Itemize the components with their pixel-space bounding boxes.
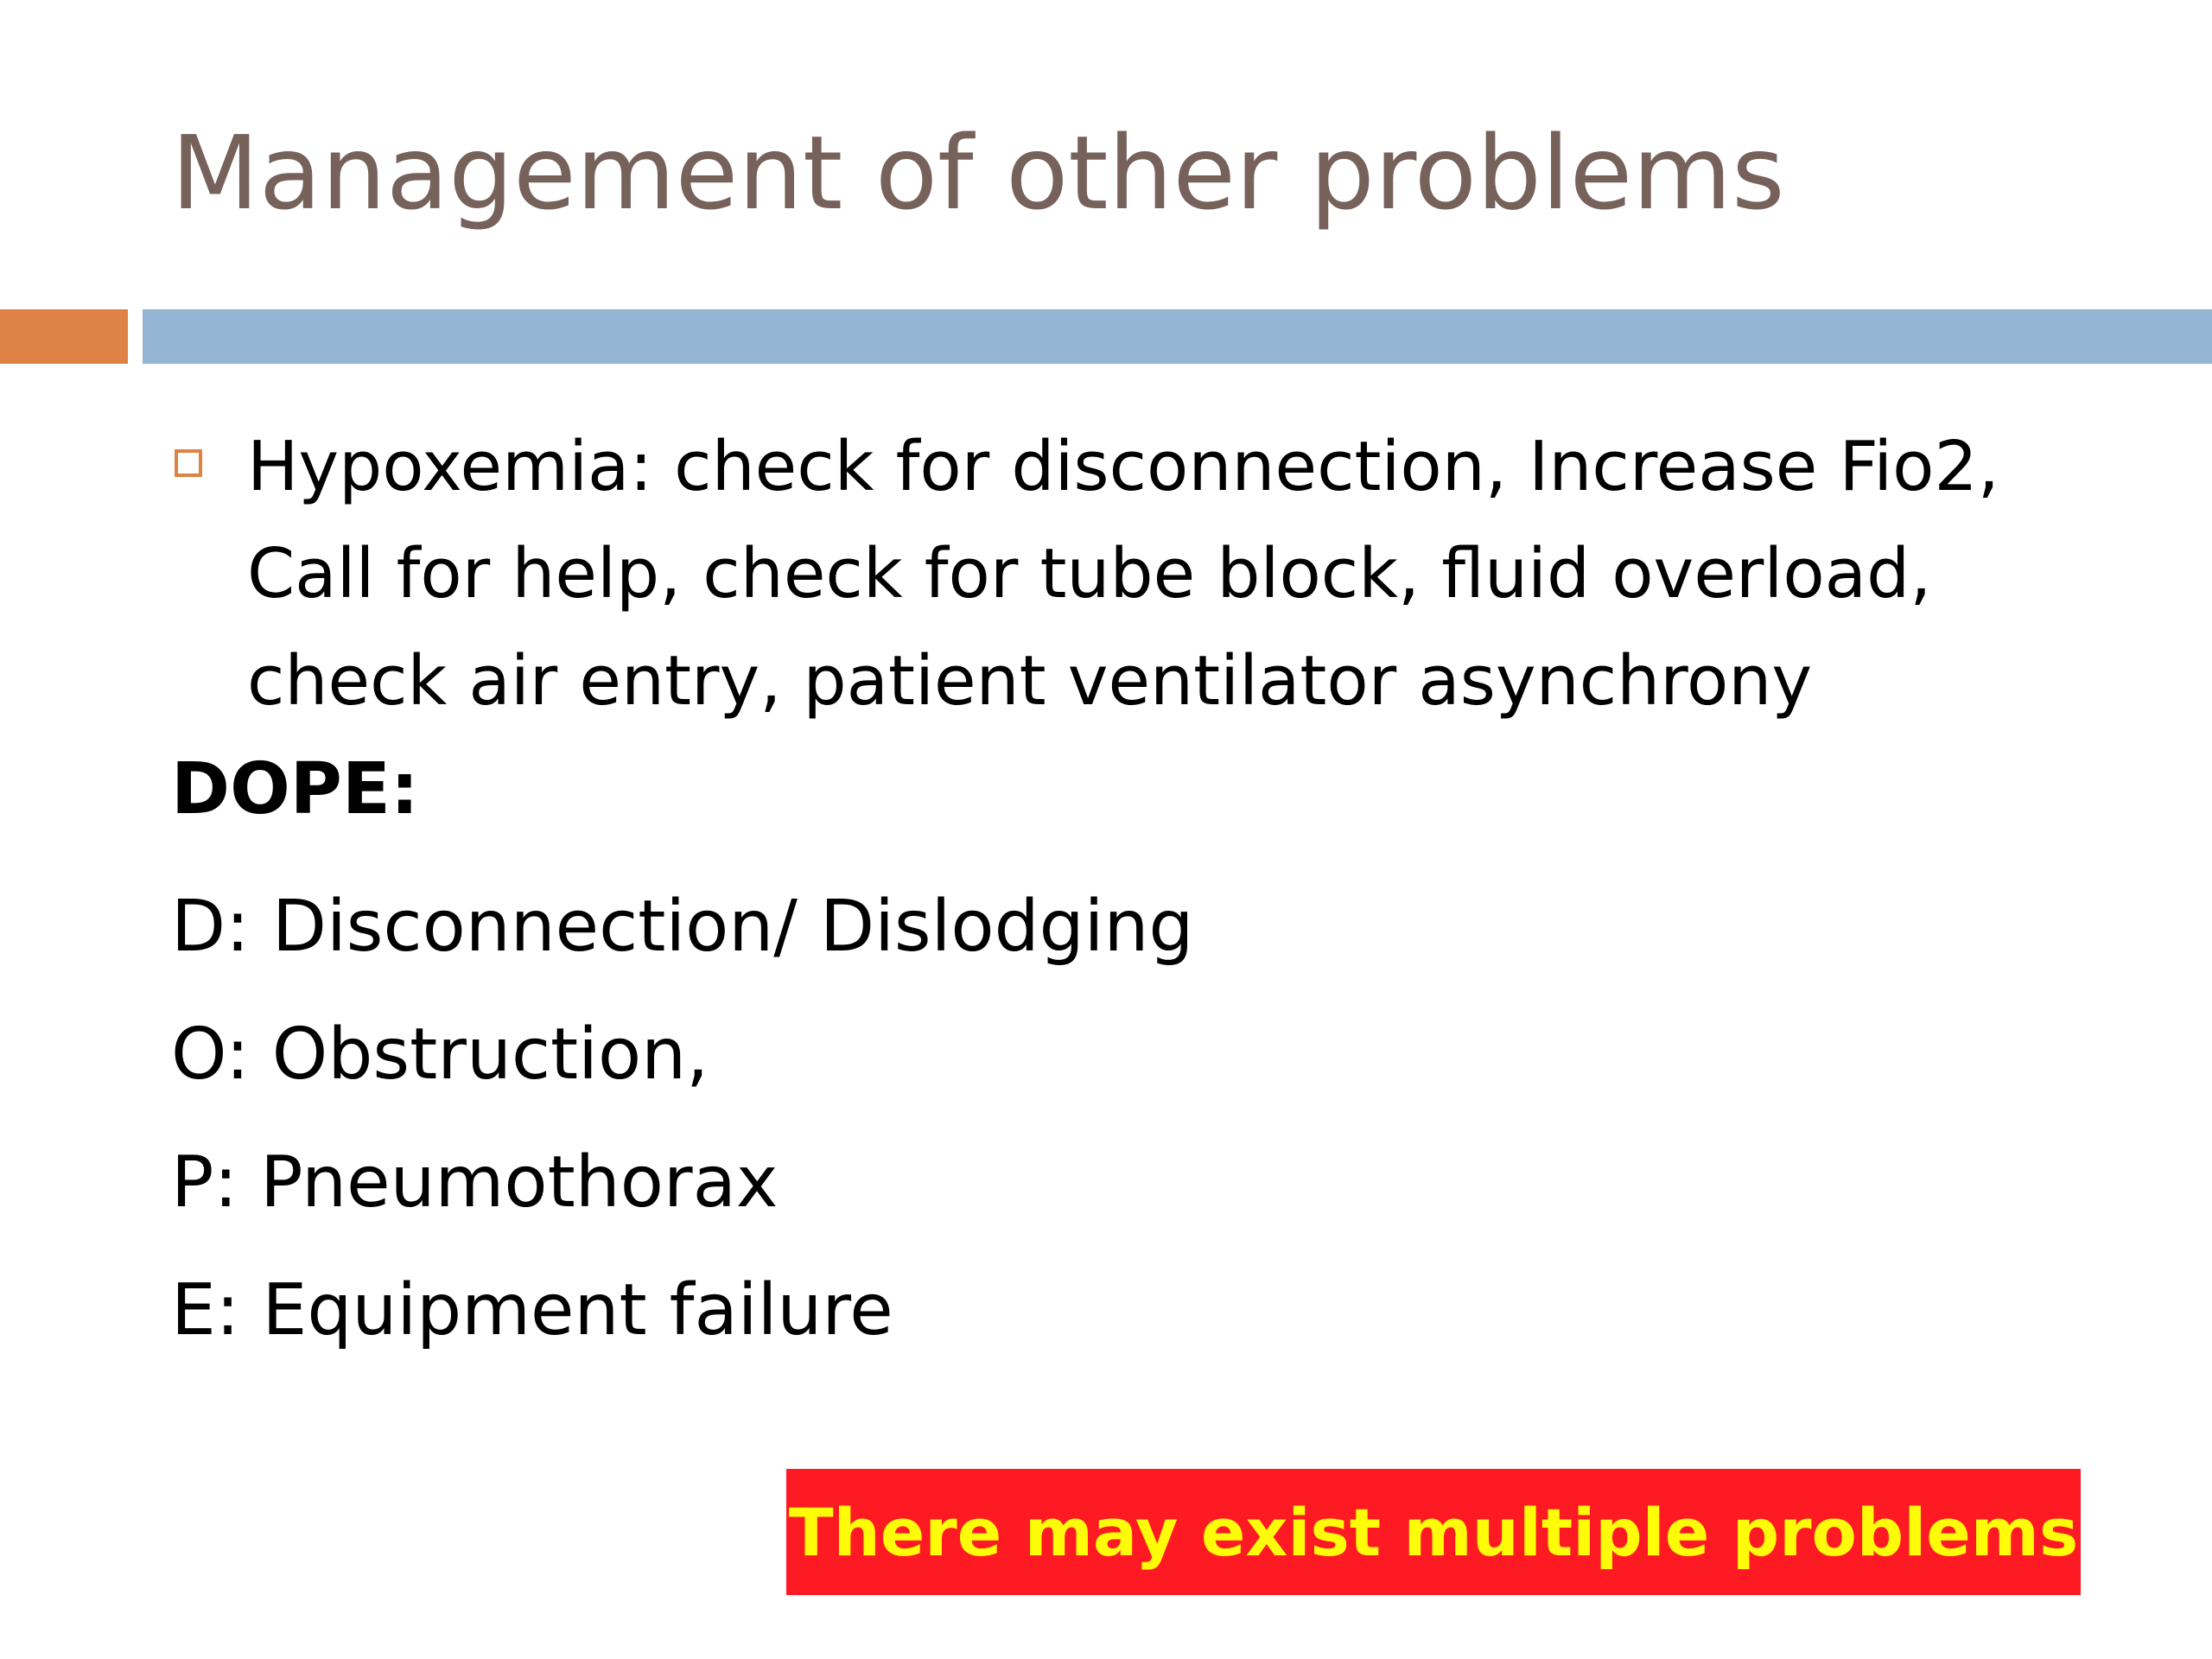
hollow-square-bullet-icon: [175, 449, 202, 477]
dope-heading: DOPE:: [171, 748, 419, 830]
accent-bar-blue: [143, 309, 2212, 364]
callout-box: [786, 1469, 2081, 1595]
dope-item-e: E: Equipment failure: [171, 1269, 893, 1351]
dope-item-p: P: Pneumothorax: [171, 1141, 779, 1224]
dope-item-o: O: Obstruction,: [171, 1014, 709, 1096]
callout-text: There may exist multiple problems: [788, 1493, 2079, 1571]
accent-bar-orange: [0, 309, 128, 364]
bullet-text: Hypoxemia: check for disconnection, Increase Fio2, Call for help, check for tube block, fluid overload, check air entry, patient ventilator asynchrony: [247, 427, 1999, 721]
dope-item-d: D: Disconnection/ Dislodging: [171, 886, 1194, 968]
slide-title: Management of other problems: [171, 113, 1785, 232]
